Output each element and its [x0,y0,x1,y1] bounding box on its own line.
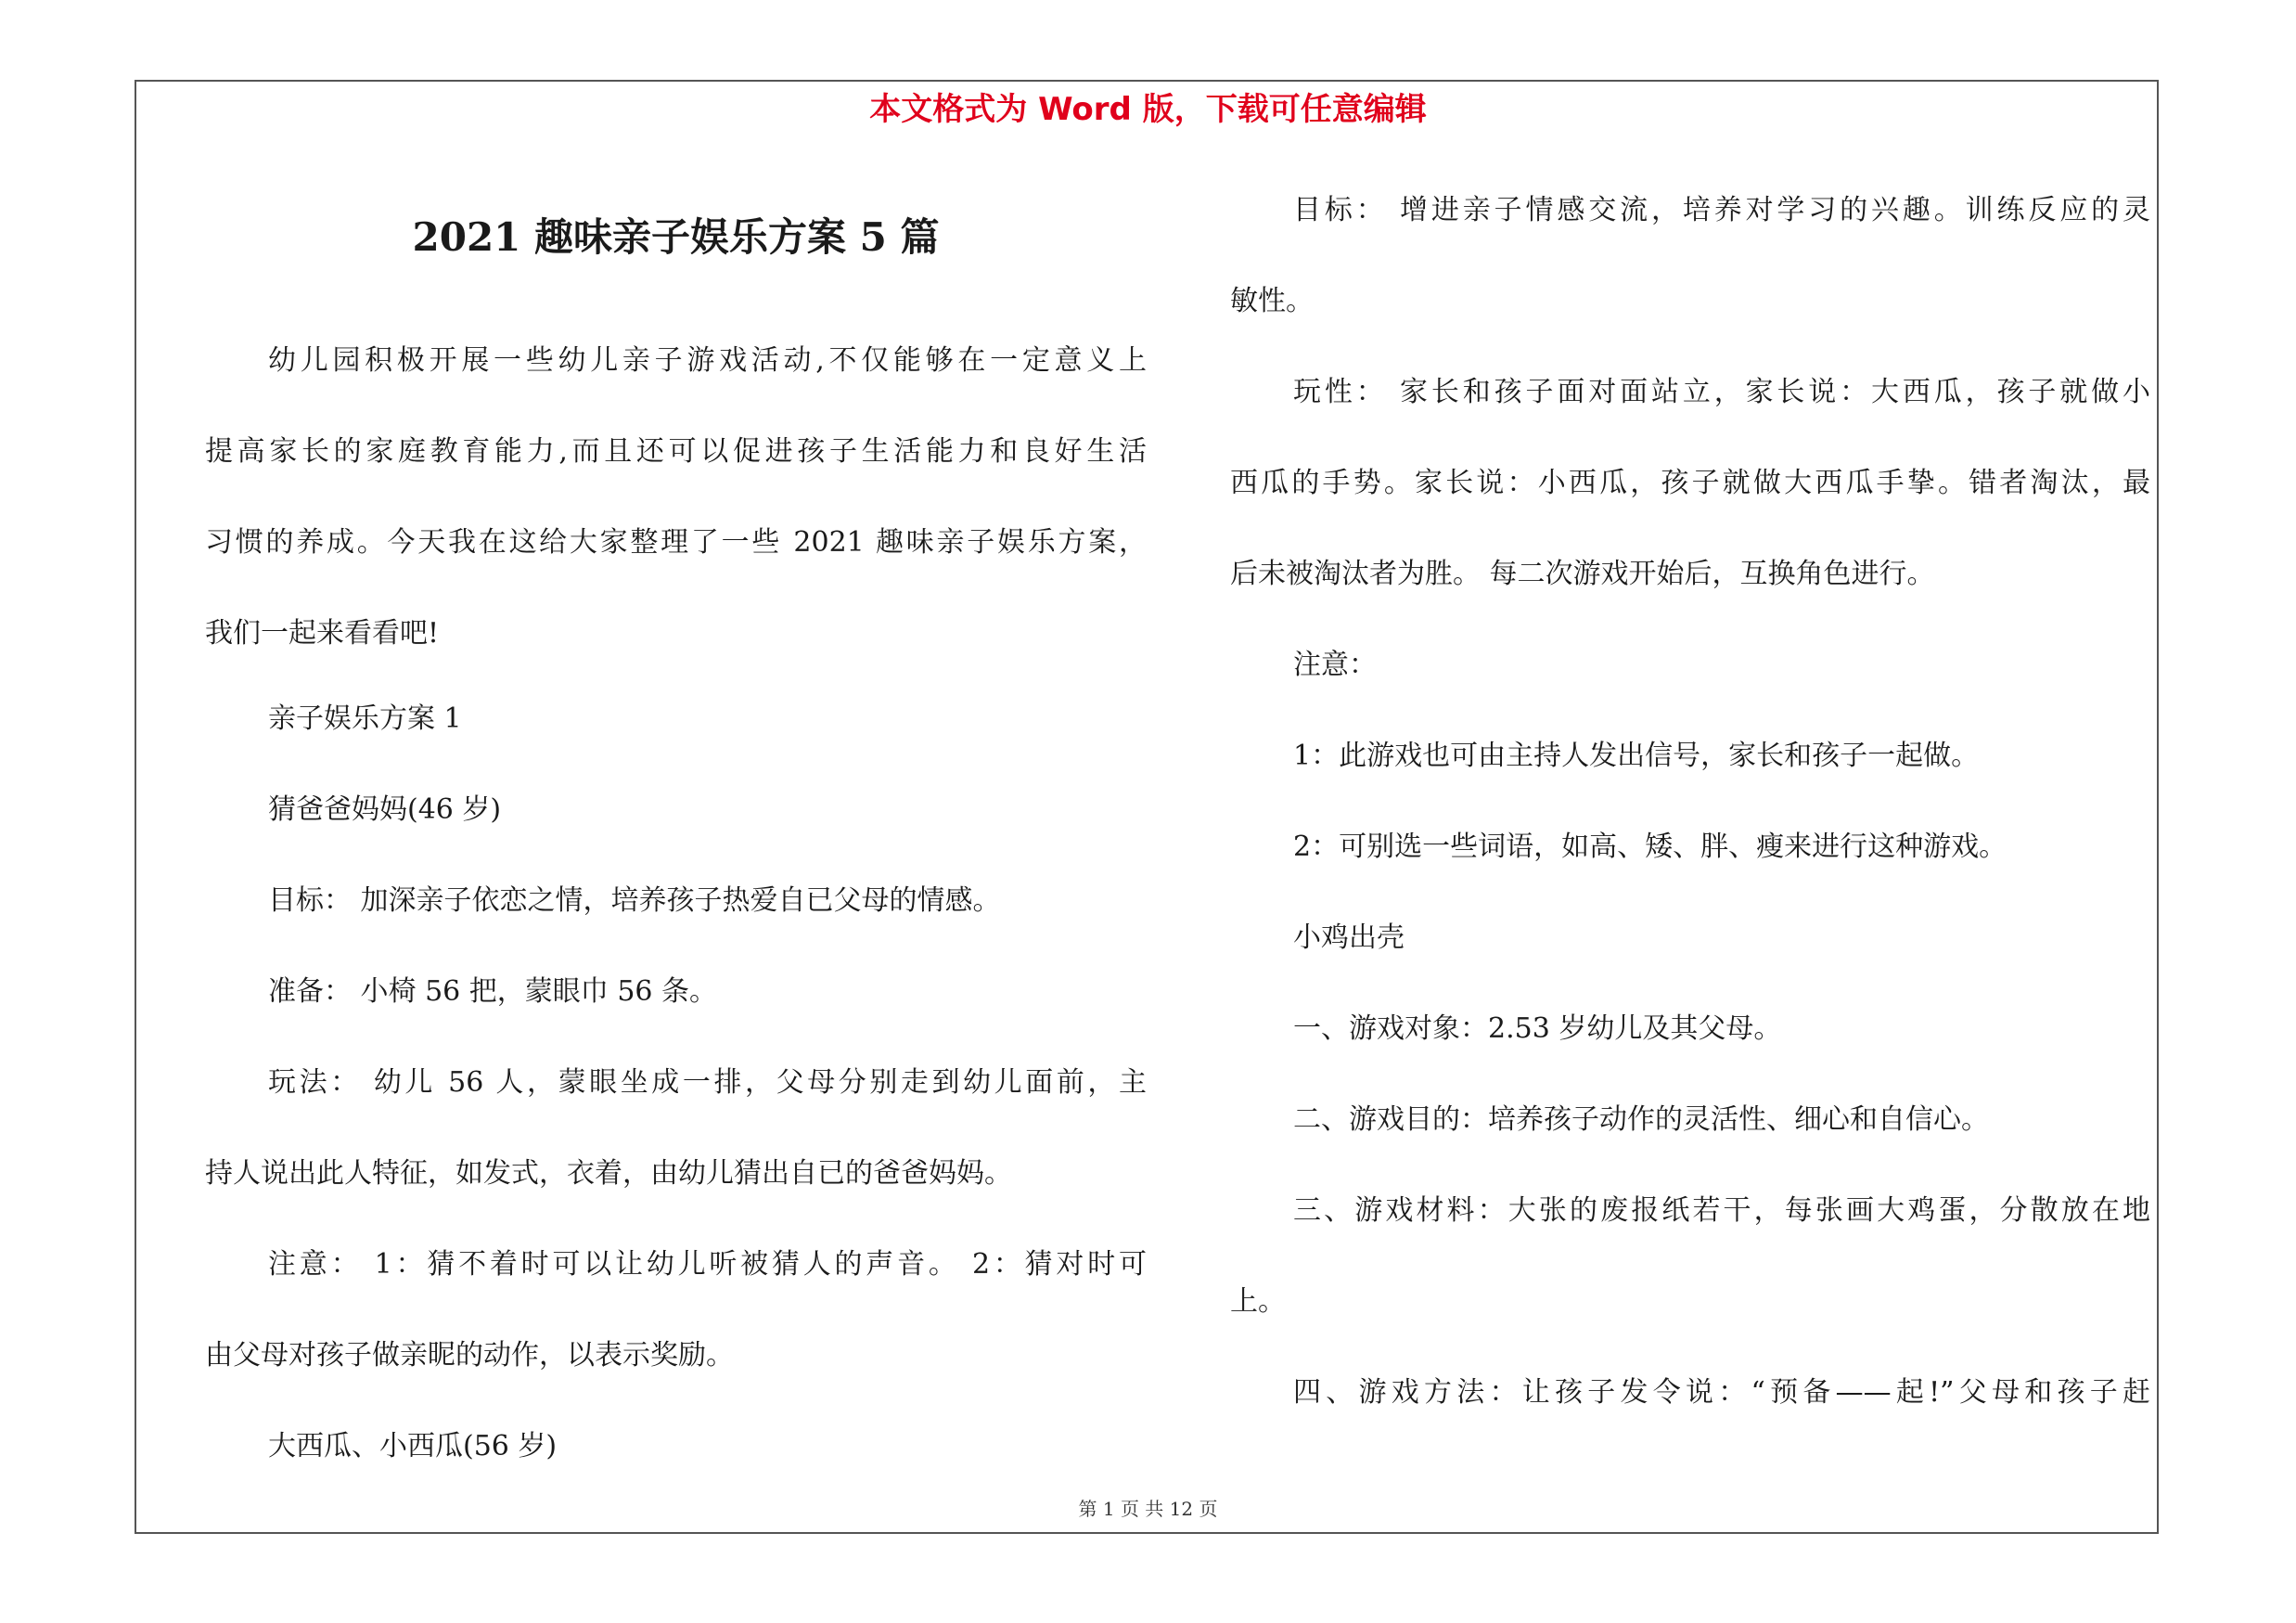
game-title [205,1401,1147,1492]
text-line: 2：可别选一些词语，如高、矮、胖、瘦来进行这种游戏。 [1293,831,2007,863]
text-line: 一、游戏对象：2.53 岁幼儿及其父母。 [1293,1012,1782,1045]
text-line: 准备： 小椅 56 把，蒙眼巾 56 条。 [268,975,718,1008]
section-item [1230,1075,2150,1166]
play-paragraph [1230,347,2150,620]
text-line: 幼儿园积极开展一些幼儿亲子游戏活动,不仅能够在一定意义上 [268,344,1147,377]
text-line: 上。 [1230,1285,1286,1318]
format-banner: 本文格式为 Word 版，下载可任意编辑 [869,91,1427,128]
text-line: 习惯的养成。今天我在这给大家整理了一些 2021 趣味亲子娱乐方案， [205,526,1147,559]
intro-paragraph [205,316,1147,679]
text-line: 后未被淘汰者为胜。 每二次游戏开始后，互换角色进行。 [1230,558,1935,590]
goal-paragraph [1230,165,2150,347]
note-item [1230,802,2150,893]
section-item [1230,984,2150,1075]
goal-line [205,856,1147,947]
text-line: 玩性： 家长和孩子面对面站立，家长说：大西瓜，孩子就做小 [1293,376,2150,408]
text-line: 持人说出此人特征，如发式，衣着，由幼儿猜出自已的爸爸妈妈。 [205,1157,1012,1190]
document-title: 2021 趣味亲子娱乐方案 5 篇 [412,214,940,260]
text-line: 玩法： 幼儿 56 人，蒙眼坐成一排，父母分别走到幼儿面前，主 [268,1066,1147,1099]
text-line: 猜爸爸妈妈(46 岁) [268,793,502,826]
text-line: 注意： [1293,649,1377,681]
play-paragraph [205,1037,1147,1219]
text-line: 三、游戏材料：大张的废报纸若干，每张画大鸡蛋，分散放在地 [1293,1194,2150,1227]
text-line: 我们一起来看看吧! [205,617,440,650]
game-title [1230,893,2150,984]
text-line: 目标： 增进亲子情感交流，培养对学习的兴趣。训练反应的灵 [1293,194,2150,226]
text-line: 提高家长的家庭教育能力,而且还可以促进孩子生活能力和良好生活 [205,435,1147,468]
section-heading [205,674,1147,765]
prep-line [205,947,1147,1037]
text-line: 敏性。 [1230,285,1314,317]
text-line: 目标： 加深亲子依恋之情，培养孩子热爱自已父母的情感。 [268,884,1001,917]
text-line: 二、游戏目的：培养孩子动作的灵活性、细心和自信心。 [1293,1103,1989,1136]
page-number-footer: 第 1 页 共 12 页 [1078,1498,1218,1520]
section-item [1230,1347,2150,1438]
text-line: 由父母对孩子做亲昵的动作，以表示奖励。 [205,1339,734,1372]
text-line: 大西瓜、小西瓜(56 岁) [268,1430,558,1462]
text-line: 注意： 1：猜不着时可以让幼儿听被猜人的声音。 2：猜对时可 [268,1248,1147,1281]
section-item [1230,1166,2150,1347]
text-line: 亲子娱乐方案 1 [268,702,462,735]
game-title [205,765,1147,856]
text-line: 西瓜的手势。家长说：小西瓜，孩子就做大西瓜手挚。错者淘汰，最 [1230,467,2150,499]
text-line: 四、游戏方法：让孩子发令说：“预备——起!”父母和孩子赶 [1293,1376,2150,1409]
note-heading [1230,620,2150,711]
note-item [1230,711,2150,802]
text-line: 1：此游戏也可由主持人发出信号，家长和孩子一起做。 [1293,740,1980,772]
text-line: 小鸡出壳 [1293,921,1405,954]
note-paragraph [205,1219,1147,1401]
